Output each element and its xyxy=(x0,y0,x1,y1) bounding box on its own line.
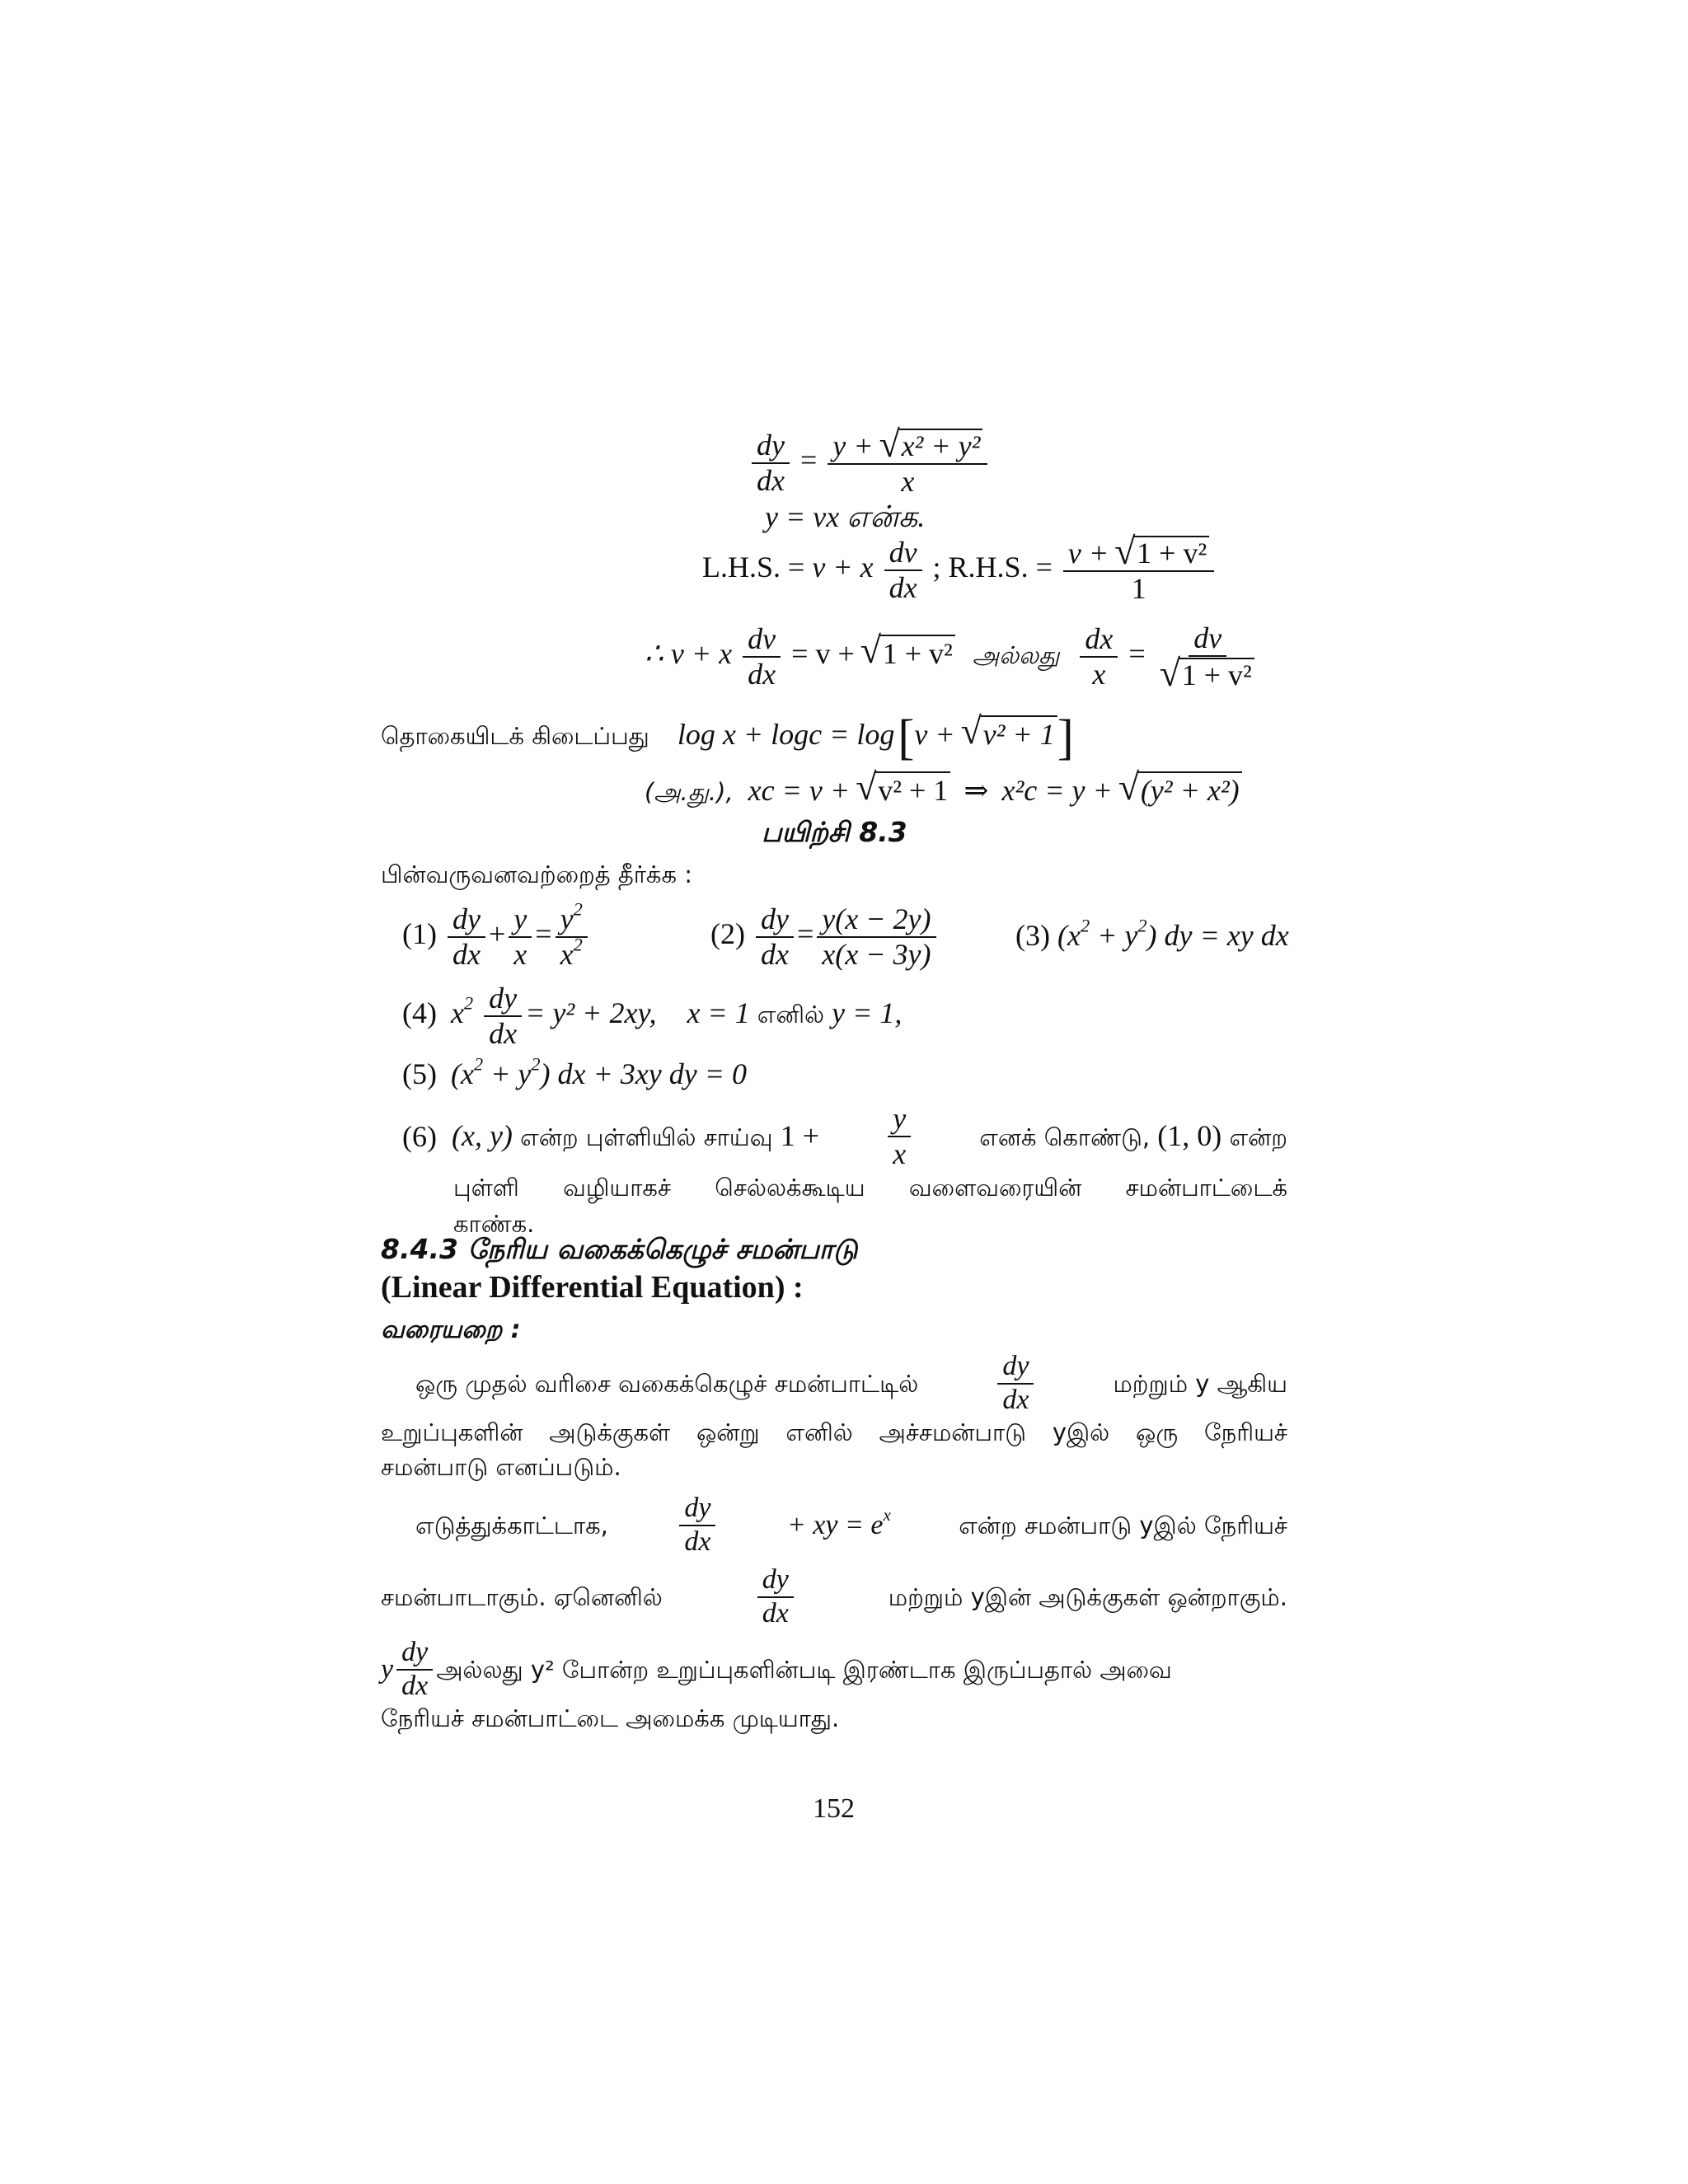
section-title-en: (Linear Differential Equation) : xyxy=(381,1270,804,1305)
page-number: 152 xyxy=(813,1793,855,1824)
substitution-line: y = vx என்க. xyxy=(765,500,926,533)
exercise-item-5: (5) $(x^2 + y^2)$ dx + 3xy dy = 0 xyxy=(402,1053,748,1090)
exercise-item-2: (2) $\frac{dy}{dx}$ = $\frac{y(x - 2y)}{x(x - 3y)}$ xyxy=(710,903,940,971)
exercise-instruction: பின்வருவனவற்றைத் தீர்க்க : xyxy=(381,860,692,888)
derivation-eq3: ∴ v + x $\frac{dv}{dx}$ = v + √ 1 + v² அல்லது $\frac{dx}{x}$ = dv √ 1 + v² xyxy=(645,622,1263,691)
exercise-item-1: (1) $\frac{dy}{dx}$ + $\frac{y}{x}$ = $\frac{y^2}{x^2}$ xyxy=(402,903,591,971)
exercise-item-6: (6) (x, y) என்ற புள்ளியில் சாய்வு 1 + $\frac{y}{x}$ எனக் கொண்டு, (1, 0) என்ற புள்ளி வழியாகச் செல்லக்கூடிய வளைவரையின் சமன்பாட்டைக் காண்க. xyxy=(402,1102,1287,1238)
definition-label: வரையறை : xyxy=(381,1315,521,1344)
exercise-item-3: (3) $(x^2 + y^2)$ dy = xy dx xyxy=(1015,915,1289,952)
section-title-ta: 8.4.3 நேரிய வகைக்கெழுச் சமன்பாடு xyxy=(381,1233,858,1265)
derivation-lhs-rhs: L.H.S. = v + x $\frac{dv}{dx}$ ; R.H.S. = $\frac{\text{v + √ 1 + v²}}{1}$ xyxy=(702,536,1217,605)
exercise-item-4: (4) $x^2$ $\frac{dy}{dx}$ = y² + 2xy, x = 1 எனில் y = 1, xyxy=(402,982,903,1050)
solution-line: (அ.து.), xc = v + √ v² + 1 ⇒ x²c = y + √ (y² + x²) xyxy=(645,771,1242,809)
definition-paragraph: ஒரு முதல் வரிசை வகைக்கெழுச் சமன்பாட்டில் $\frac{dy}{dx}$ மற்றும் y ஆகிய உறுப்புகளின் அடுக்குகள் ஒன்று எனில் அச்சமன்பாடு yஇல் ஒரு நேரியச் சமன்பாடு எனப்படும். xyxy=(381,1351,1287,1482)
exercise-title: பயிற்சி 8.3 xyxy=(762,816,907,848)
integration-line: தொகையிடக் கிடைப்பது log x + logc = log [v + √ v² + 1] xyxy=(381,715,1074,757)
derivation-eq1: $\frac{dy}{dx}$ = $\frac{\text{y + √ x² + y²}}{x}$ xyxy=(748,429,991,498)
example-paragraph: எடுத்துக்காட்டாக, $\frac{dy}{dx}$ + xy = $e^x$ என்ற சமன்பாடு yஇல் நேரியச் சமன்பாடாகும். ஏனெனில் $\frac{dy}{dx}$ மற்றும் yஇன் அடுக்குகள் ஒன்றாகும். y $\frac{dy}{dx}$ அல்லது y² போன்ற உறுப்புகளின்படி இரண்டாக இருப்பதால் அவை நேரியச் சமன்பாட்டை அமைக்க முடியாது. xyxy=(381,1493,1287,1733)
